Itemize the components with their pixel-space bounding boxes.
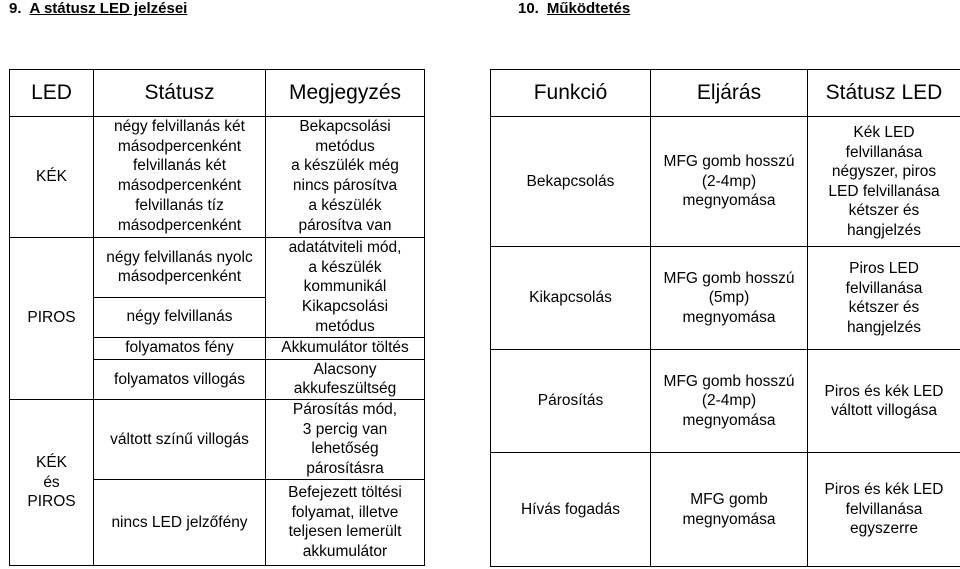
- status-led-cell: Piros LED felvillanása kétszer és hangjelzés: [808, 247, 960, 350]
- function-cell: Hívás fogadás: [491, 453, 651, 567]
- status-led-cell: Piros és kék LED váltott villogása: [808, 350, 960, 453]
- note-cell: Bekapcsolási metódus: [266, 117, 425, 157]
- note-cell: a készülék párosítva van: [266, 195, 425, 237]
- table-row: [491, 117, 960, 247]
- column-header-status-led: Státusz LED: [808, 70, 960, 117]
- led-status-table: [9, 69, 425, 566]
- status-led-cell: Kék LED felvillanása négyszer, piros LED felvillanása kétszer és hangjelzés: [808, 117, 960, 247]
- column-header-procedure: Eljárás: [651, 70, 808, 117]
- status-cell: váltott színű villogás: [94, 399, 266, 479]
- section-title: Működtetés: [546, 0, 631, 17]
- status-cell: négy felvillanás nyolc másodpercenként: [94, 237, 266, 297]
- column-header-note: Megjegyzés: [266, 70, 425, 117]
- column-header-led: LED: [10, 70, 94, 117]
- status-cell: folyamatos villogás: [94, 359, 266, 399]
- status-cell: négy felvillanás: [94, 297, 266, 337]
- table-row: [10, 237, 425, 297]
- status-cell: folyamatos fény: [94, 337, 266, 359]
- section-number: 9.: [9, 0, 22, 17]
- note-cell: Befejezett töltési folyamat, illetve teljesen lemerült akkumulátor: [266, 479, 425, 565]
- note-cell: Kikapcsolási metódus: [266, 297, 425, 337]
- table-row: [10, 117, 425, 157]
- column-header-status: Státusz: [94, 70, 266, 117]
- function-cell: Párosítás: [491, 350, 651, 453]
- led-color-cell: PIROS: [10, 237, 94, 399]
- led-color-cell: KÉK: [10, 117, 94, 238]
- column-header-function: Funkció: [491, 70, 651, 117]
- operation-table: [490, 69, 960, 567]
- status-cell: felvillanás két másodpercenként: [94, 156, 266, 195]
- note-cell: a készülék még nincs párosítva: [266, 156, 425, 195]
- table-row: [491, 247, 960, 350]
- status-cell: négy felvillanás két másodpercenként: [94, 117, 266, 157]
- note-cell: Párosítás mód, 3 percig van lehetőség párosításra: [266, 399, 425, 479]
- procedure-cell: MFG gomb hosszú (2-4mp) megnyomása: [651, 117, 808, 247]
- function-cell: Bekapcsolás: [491, 117, 651, 247]
- section-title: A státusz LED jelzései: [29, 0, 188, 17]
- table-header-row: [491, 70, 960, 117]
- table-row: [10, 399, 425, 479]
- status-cell: felvillanás tíz másodpercenként: [94, 195, 266, 237]
- note-cell: Alacsony akkufeszültség: [266, 359, 425, 399]
- table-header-row: [10, 70, 425, 117]
- procedure-cell: MFG gomb hosszú (5mp) megnyomása: [651, 247, 808, 350]
- procedure-cell: MFG gomb hosszú (2-4mp) megnyomása: [651, 350, 808, 453]
- led-color-cell: KÉK és PIROS: [10, 399, 94, 565]
- section-heading-led-status: [9, 0, 187, 17]
- section-number: 10.: [518, 0, 539, 17]
- function-cell: Kikapcsolás: [491, 247, 651, 350]
- procedure-cell: MFG gomb megnyomása: [651, 453, 808, 567]
- table-row: [491, 350, 960, 453]
- status-cell: nincs LED jelzőfény: [94, 479, 266, 565]
- table-row: [491, 453, 960, 567]
- note-cell: Akkumulátor töltés: [266, 337, 425, 359]
- status-led-cell: Piros és kék LED felvillanása egyszerre: [808, 453, 960, 567]
- section-heading-operation: [518, 0, 630, 17]
- note-cell: adatátviteli mód, a készülék kommunikál: [266, 237, 425, 297]
